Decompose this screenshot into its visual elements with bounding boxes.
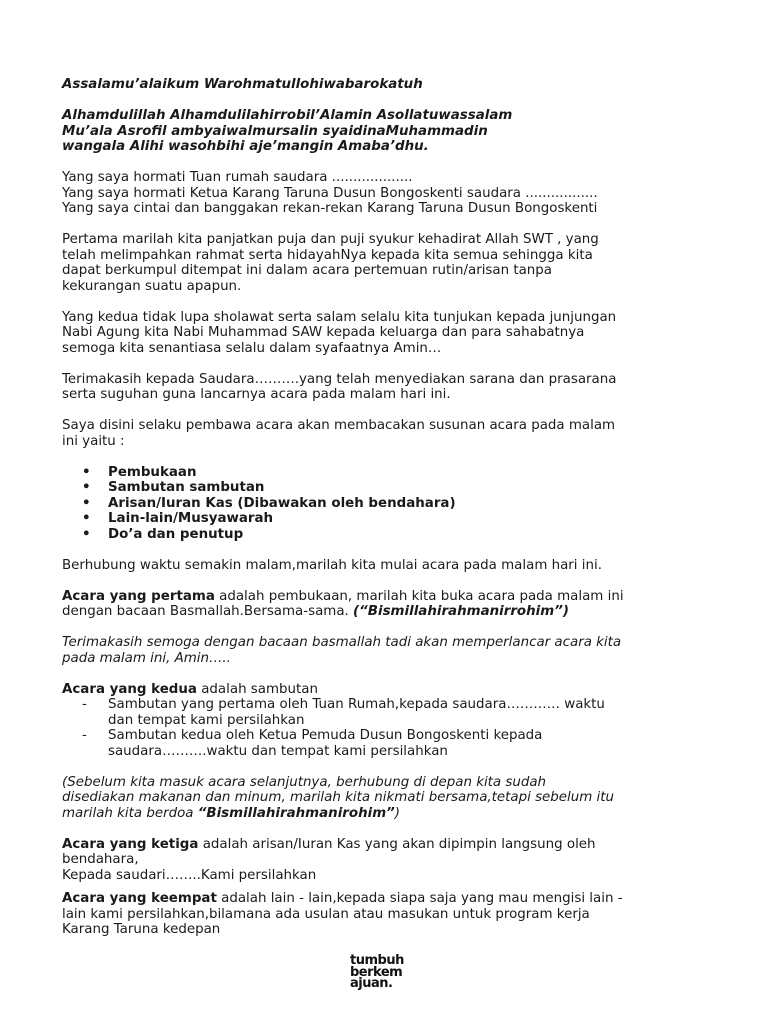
text-span: adalah arisan/Iuran Kas yang akan dipimpin langsung oleh (198, 836, 596, 852)
logo-text: berkem (350, 964, 403, 980)
paragraph-meal (62, 775, 722, 822)
basmallah-quote: “Bismillahirahmanirohim” (197, 805, 395, 821)
logo-text: ajuan. (350, 976, 393, 991)
section-label: Acara yang kedua (62, 681, 197, 697)
paragraph-praise (62, 232, 722, 294)
agenda-item: • Arisan/Iuran Kas (Dibawakan oleh bendahara) (62, 496, 722, 512)
text-line (62, 806, 722, 822)
agenda-item: • Sambutan sambutan (62, 480, 722, 496)
speech-item (62, 728, 722, 759)
text-span: dengan bacaan Basmallah.Bersama-sama. (62, 604, 354, 619)
agenda-list (62, 465, 722, 543)
text-span: adalah lain - lain,kepada siapa saja yang mau mengisi lain - (216, 891, 623, 906)
text-line: Terimakasih kepada Saudara……….yang telah menyediakan sarana dan prasarana (62, 371, 617, 387)
salutation-line: Yang saya cintai dan banggakan rekan-rekan Karang Taruna Dusun Bongoskenti (62, 201, 598, 216)
text-line: saudara……….waktu dan tempat kami persilahkan (108, 743, 448, 759)
text-line: serta suguhan guna lancarnya acara pada malam hari ini. (62, 387, 451, 402)
section-acara-pertama (62, 589, 722, 620)
section-label: Acara yang keempat (62, 891, 217, 906)
text-line: telah melimpahkan rahmat serta hidayahNya kepada kita semua sehingga kita (62, 247, 593, 263)
tumbuh-berkemajuan-logo (350, 955, 420, 990)
text-line (62, 682, 722, 698)
document-body (62, 77, 722, 938)
agenda-item: • Lain-lain/Musyawarah (62, 511, 722, 527)
text-span: adalah sambutan (196, 681, 318, 697)
text-line: bendahara, (62, 852, 139, 867)
text-line: kekurangan suatu apapun. (62, 278, 242, 294)
section-acara-keempat (62, 891, 722, 938)
paragraph-thanks-basmallah (62, 635, 722, 666)
section-acara-ketiga (62, 837, 722, 884)
text-line: disediakan makanan dan minum, marilah kita nikmati bersama,tetapi sebelum itu (62, 790, 614, 805)
text-line (62, 604, 722, 620)
text-span: marilah kita berdoa (62, 805, 198, 821)
text-line: Kepada saudari……..Kami persilahkan (62, 867, 317, 883)
text-line: ini yaitu : (62, 433, 125, 449)
text-line: Terimakasih semoga dengan bacaan basmallah tadi akan memperlancar acara kita (62, 635, 622, 650)
speech-list (62, 697, 722, 759)
opening-line: Alhamdulillah Alhamdulilahirrobil’Alamin Asollatuwassalam (62, 108, 513, 123)
opening-line: Mu’ala Asrofil ambyaiwalmursalin syaidinaMuhammadin (62, 123, 488, 139)
text-span: ) (394, 805, 401, 821)
salutation-line: Yang saya hormati Ketua Karang Taruna Dusun Bongoskenti saudara ................. (62, 185, 598, 201)
text-line: Saya disini selaku pembawa acara akan membacakan susunan acara pada malam (62, 418, 616, 433)
paragraph-agenda-intro (62, 418, 722, 449)
text-line: dan tempat kami persilahkan (108, 712, 305, 728)
text-line (62, 837, 722, 853)
basmallah-quote: (“Bismillahirahmanirrohim”) (353, 604, 569, 619)
opening-prayer (62, 108, 722, 155)
section-label: Acara yang ketiga (62, 836, 199, 852)
speech-item (62, 697, 722, 728)
text-line: Pertama marilah kita panjatkan puja dan puji syukur kehadirat Allah SWT , yang (62, 232, 599, 247)
paragraph-start: Berhubung waktu semakin malam,marilah kita mulai acara pada malam hari ini. (62, 557, 602, 573)
salutation-line: Yang saya hormati Tuan rumah saudara ................... (62, 170, 413, 185)
text-line: pada malam ini, Amin….. (62, 650, 231, 666)
text-line: dapat berkumpul ditempat ini dalam acara pertemuan rutin/arisan tanpa (62, 263, 553, 278)
section-acara-kedua (62, 682, 722, 760)
text-line (62, 891, 722, 907)
text-span: adalah pembukaan, marilah kita buka acara pada malam ini (214, 588, 624, 604)
paragraph-thanks-host (62, 372, 722, 403)
text-line: Nabi Agung kita Nabi Muhammad SAW kepada keluarga dan para sahabatnya (62, 325, 585, 340)
agenda-item: • Pembukaan (62, 465, 722, 481)
text-line (62, 589, 722, 605)
salutations (62, 170, 722, 217)
text-line: (Sebelum kita masuk acara selanjutnya, berhubung di depan kita sudah (62, 774, 547, 790)
text-line: - Sambutan yang pertama oleh Tuan Rumah,kepada saudara………… waktu (108, 697, 605, 712)
agenda-item: • Do’a dan penutup (62, 527, 722, 543)
opening-line: wangala Alihi wasohbihi aje’mangin Amaba’dhu. (62, 139, 429, 154)
text-line: Yang kedua tidak lupa sholawat serta salam selalu kita tunjukan kepada junjungan (62, 309, 617, 325)
logo-text: tumbuh (350, 953, 404, 968)
text-line: - Sambutan kedua oleh Ketua Pemuda Dusun Bongoskenti kepada (108, 728, 543, 743)
greeting: Assalamu’alaikum Warohmatullohiwabarokatuh (62, 77, 423, 92)
text-line: Karang Taruna kedepan (62, 922, 221, 937)
paragraph-sholawat (62, 310, 722, 357)
text-line: semoga kita senantiasa selalu dalam syafaatnya Amin… (62, 340, 442, 356)
text-line: lain kami persilahkan,bilamana ada usulan atau masukan untuk program kerja (62, 906, 590, 922)
section-label: Acara yang pertama (62, 588, 215, 604)
